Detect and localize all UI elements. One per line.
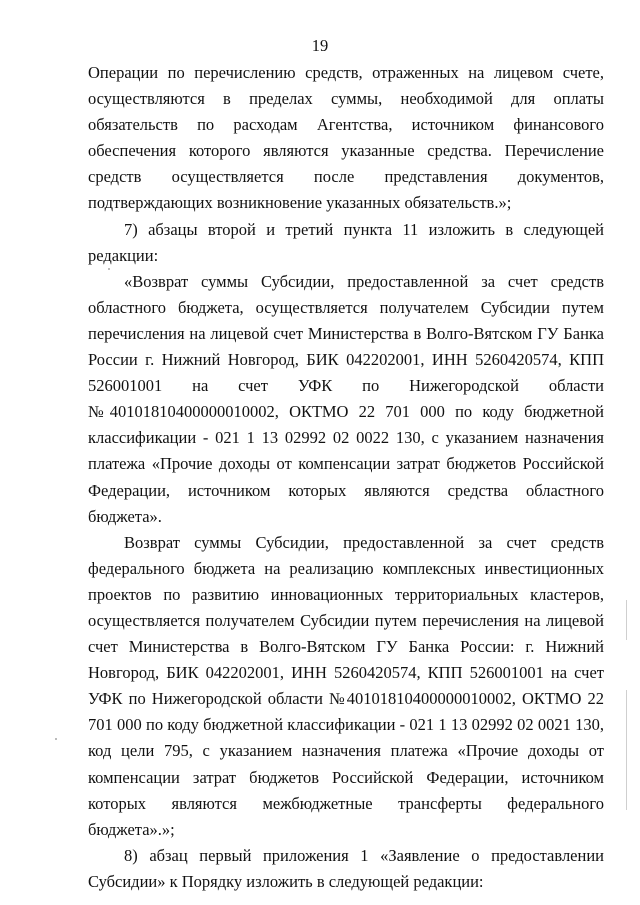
page-number: 19	[311, 36, 329, 55]
paragraph-item-7: 7) абзацы второй и третий пункта 11 изложить в следующей редакции:	[88, 219, 604, 265]
paragraph-federal-refund: Возврат суммы Субсидии, предоставленной за счет средств федерального бюджета на реализацию комплексных инвестиционных проектов по развитию инновационных территориальных кластеров, осуществляется получателем Субсидии путем перечисления на лицевой счет Министерства в Волго-Вятском ГУ Банка России: г. Нижний Новгород, БИК 042202001, ИНН 5260420574, КПП 526001001 на счет УФК по Нижегородской области №40101810400000010002, ОКТМО 22 701 000 по коду бюджетной классификации - 021 1 13 02992 02 0021 130, код цели 795, с указанием назначения платежа «Прочие доходы от компенсации затрат бюджетов Российской Федерации, источником которых являются межбюджетные трансферты федерального бюджета».»;	[88, 532, 604, 839]
paragraph-item-8: 8) абзац первый приложения 1 «Заявление о предоставлении Субсидии» к Порядку изложить в следующей редакции:	[88, 845, 604, 891]
scan-edge-mark	[626, 600, 627, 640]
document-body	[88, 60, 604, 895]
paragraph-regional-refund: «Возврат суммы Субсидии, предоставленной за счет средств областного бюджета, осуществляется получателем Субсидии путем перечисления на лицевой счет Министерства в Волго-Вятском ГУ Банка России г. Нижний Новгород, БИК 042202001, ИНН 5260420574, КПП 526001001 на счет УФК по Нижегородской области №40101810400000010002, ОКТМО 22 701 000 по коду бюджетной классификации - 021 1 13 02992 02 0022 130, с указанием назначения платежа «Прочие доходы от компенсации затрат бюджетов Российской Федерации, источником которых являются средства областного бюджета».	[88, 271, 604, 526]
scan-speck	[108, 268, 110, 270]
scan-speck	[55, 738, 57, 740]
scan-edge-mark	[626, 690, 627, 810]
paragraph-operations: Операции по перечислению средств, отраженных на лицевом счете, осуществляются в пределах суммы, необходимой для оплаты обязательств по расходам Агентства, источником финансового обеспечения которого являются указанные средства. Перечисление средств осуществляется после представления документов, подтверждающих возникновение указанных обязательств.»;	[88, 63, 604, 213]
